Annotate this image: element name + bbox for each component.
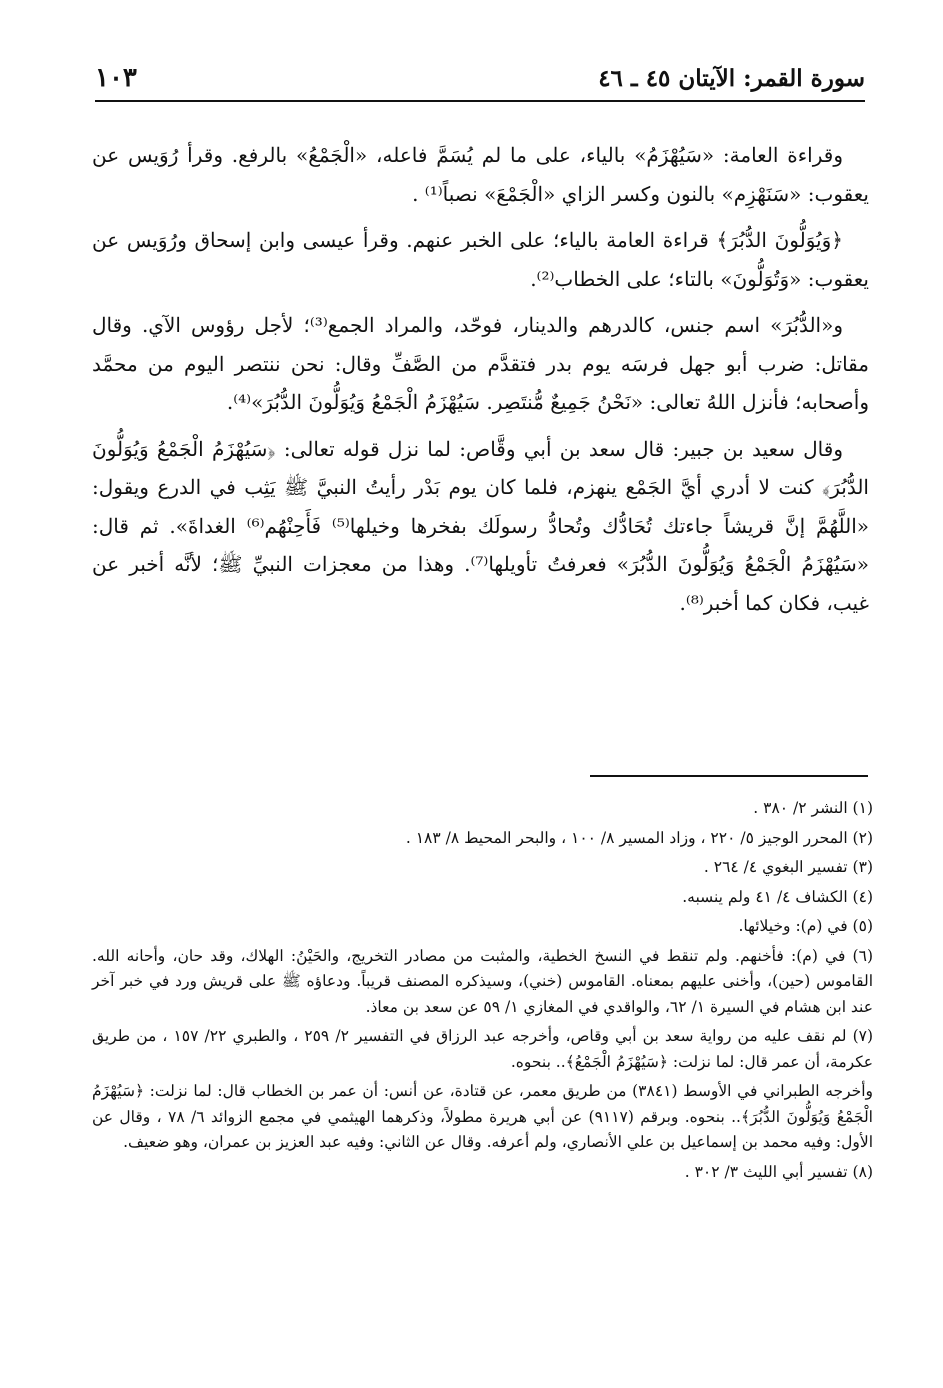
footnote: (٦) في (م): فأخنهم. ولم تنقط في النسخ الخطية، والمثبت من مصادر التخريج، والحَيْنُ: الهلاك، وقد حان، وأحانه الله. القاموس (حين)، وأخنى عليهم بمعناه. القاموس (خني)، وسيذكره المصنف قريباً. ودعاؤه ﷺ على قريش ورد في خبر آخر عند ابن هشام في السيرة ١/ ٦٢، والواقدي في المغازي ١/ ٥٩ عن سعد بن معاذ.	[92, 946, 873, 1016]
footnote: (١) النشر ٢/ ٣٨٠ .	[753, 799, 873, 817]
running-header	[95, 58, 865, 98]
footnote: (٨) تفسير أبي الليث ٣/ ٣٠٢ .	[684, 1162, 873, 1181]
footnote-continuation: وأخرجه الطبراني في الأوسط (٣٨٤١) من طريق معمر، عن قتادة، عن أنس: أن عمر بن الخطاب قال: لما نزلت: ﴿سَيُهْزَمُ الْجَمْعُ وَيُوَلُّونَ الدُّبُرَ﴾.. بنحوه. وبرقم (٩١١٧) عن أبي هريرة مطولاً، وذكرهما الهيثمي في مجمع الزوائد ٦/ ٧٨ ، وقال عن الأول: وفيه محمد بن إسماعيل بن علي الأنصاري، ولم أعرفه. وقال عن الثاني: وفيه عبد العزيز بن عمران، وهو ضعيف.	[92, 1082, 874, 1151]
footnote: (٣) تفسير البغوي ٤/ ٢٦٤ .	[703, 858, 873, 876]
footnotes	[92, 796, 873, 1189]
footnote: (٢) المحرر الوجيز ٥/ ٢٢٠ ، وزاد المسير ٨/ ١٠٠ ، والبحر المحيط ٨/ ١٨٣ .	[405, 828, 873, 847]
header-divider	[95, 100, 865, 102]
footnote-separator	[590, 775, 868, 777]
footnote: (٧) لم نقف عليه من رواية سعد بن أبي وقاص، وأخرجه عبد الرزاق في التفسير ٢/ ٢٥٩ ، والطبري ٢٢/ ١٥٧ ، من طريق عكرمة، أن عمر قال: لما نزلت: ﴿سَيُهْزَمُ الْجَمْعُ﴾.. بنحوه.	[92, 1027, 874, 1071]
surah-title: سورة القمر: الآيتان ٤٥ ـ ٤٦	[598, 64, 865, 92]
paragraph: ﴿وَيُوَلُّونَ الدُّبُرَ﴾ قراءة العامة بالياء؛ على الخبر عنهم. وقرأ عيسى وابن إسحاق ورُوَيس عن يعقوب: «وَتُوَلُّونَ» بالتاء؛ على الخطاب⁽²⁾.	[92, 228, 869, 291]
footnote: (٥) في (م): وخيلائها.	[738, 917, 873, 935]
paragraph: و«الدُّبُرَ» اسم جنس، كالدرهم والدينار، فوحّد، والمراد الجمع⁽³⁾؛ لأجل رؤوس الآي. وقال مقاتل: ضرب أبو جهل فرسَه يوم بدر فتقدَّم من الصَّفِّ وقال: نحن ننتصر اليوم من محمَّد وأصحابه؛ فأنزل اللهُ تعالى: «نَحْنُ جَمِيعٌ مُّنتَصِر. سَيُهْزَمُ الْجَمْعُ وَيُوَلُّونَ الدُّبُرَ»⁽⁴⁾.	[92, 313, 869, 414]
paragraph: وقراءة العامة: «سَيُهْزَمُ» بالياء، على ما لم يُسَمَّ فاعله، «الْجَمْعُ» بالرفع. وقرأ رُوَيس عن يعقوب: «سَنَهْزِم» بالنون وكسر الزاي «الْجَمْعَ» نصباً⁽¹⁾ .	[92, 143, 869, 206]
page-number: ١٠٣	[95, 63, 137, 93]
footnote: (٤) الكشاف ٤/ ٤١ ولم ينسبه.	[682, 887, 873, 906]
paragraph: وقال سعيد بن جبير: قال سعد بن أبي وقَّاص: لما نزل قوله تعالى: ﴿سَيُهْزَمُ الْجَمْعُ وَيُوَلُّونَ الدُّبُرَ﴾ كنت لا أدري أيَّ الجَمْع ينهزم، فلما كان يوم بَدْر رأيتُ النبيَّ ﷺ يَثِب في الدرع ويقول: «اللَّهُمَّ إنَّ قريشاً جاءتك تُحَادُّك وتُحادُّ رسولَك بفخرها وخيلها⁽⁵⁾ فَأَحِنْهُم⁽⁶⁾ الغداةَ». ثم قال: «سَيُهْزَمُ الْجَمْعُ وَيُوَلُّونَ الدُّبُرَ» فعرفتُ تأويلها⁽⁷⁾. وهذا من معجزات النبيِّ ﷺ؛ لأنَّه أخبر عن غيب، فكان كما أخبر⁽⁸⁾.	[92, 436, 869, 615]
main-text	[92, 136, 869, 630]
